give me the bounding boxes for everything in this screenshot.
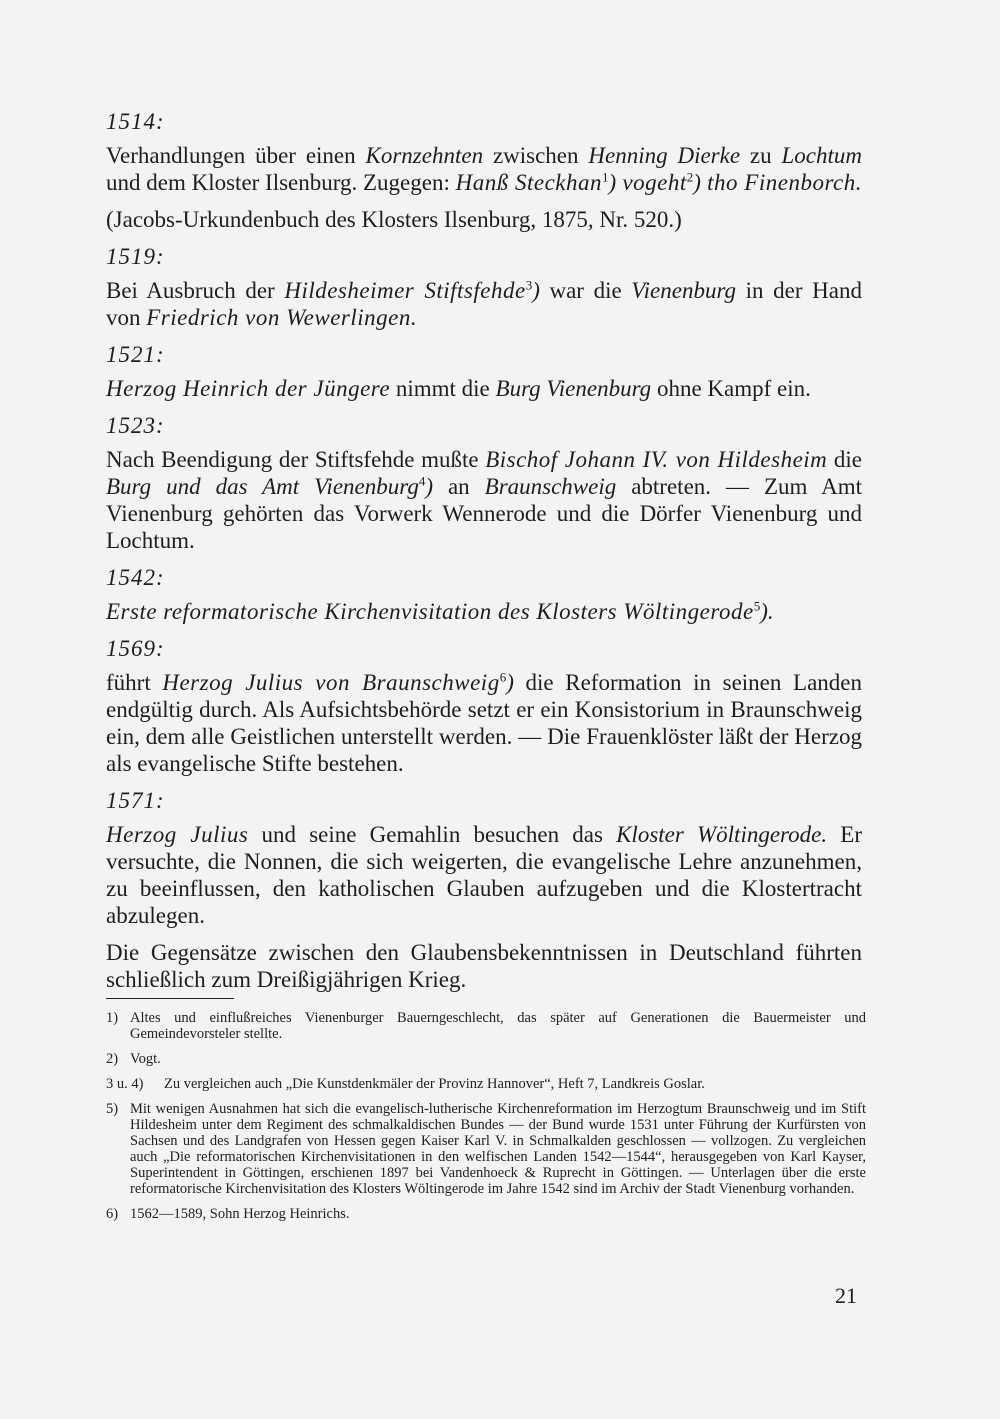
paragraph-1519: Bei Ausbruch der Hildesheimer Stiftsfehde$^3$) war die Vienenburg in der Hand von Friedrich von Wewerlingen.: [106, 277, 862, 330]
paragraph-1523: Nach Beendigung der Stiftsfehde mußte Bischof Johann IV. von Hildesheim die Burg und das Amt Vienenburg$^4$) an Braunschweig abtreten. — Zum Amt Vienenburg gehörten das Vorwerk Wennerode und die Dörfer Vienenburg und Lochtum.: [106, 447, 862, 553]
paragraph-1542: Erste reformatorische Kirchenvisitation des Klosters Wöltingerode$^5$).: [106, 598, 774, 624]
footnotes: [106, 1010, 866, 1231]
footnote-text: Zu vergleichen auch „Die Kunstdenkmäler der Provinz Hannover“, Heft 7, Landkreis Goslar.: [164, 1076, 705, 1092]
year-heading-1569: 1569:: [106, 636, 165, 661]
year-heading-1542: 1542:: [106, 565, 165, 590]
paragraph-1521: Herzog Heinrich der Jüngere nimmt die Burg Vienenburg ohne Kampf ein.: [106, 376, 811, 401]
source-citation-1514: (Jacobs-Urkundenbuch des Klosters Ilsenburg, 1875, Nr. 520.): [106, 207, 682, 232]
footnote-divider: [106, 998, 234, 999]
footnote-3-4: [106, 1076, 866, 1092]
footnote-number: 1): [106, 1010, 119, 1026]
footnote-text: Mit wenigen Ausnahmen hat sich die evangelisch-lutherische Kirchenreformation im Herzogtum Braunschweig und im Stift Hildesheim unter dem Regiment des schmalkaldischen Bundes — der Bund wurde 1531 unter Führung der Kurfürsten von Sachsen und des Landgrafen von Hessen gegen Kaiser Karl V. in Schmalkalden geschlossen — vollzogen. Zu vergleichen auch „Die reformatorischen Kirchenvisitationen in den welfischen Landen 1542—1544“, herausgegeben von Karl Kayser, Superintendent in Göttingen, erschienen 1897 bei Vandenhoeck & Ruprecht in Göttingen. — Unterlagen über die erste reformatorische Kirchenvisitation des Klosters Wöltingerode im Jahre 1542 sind im Archiv der Stadt Vienenburg vorhanden.: [130, 1101, 866, 1197]
footnote-number: 6): [106, 1206, 119, 1222]
footnote-6: [106, 1206, 866, 1222]
footnote-text: Altes und einflußreiches Vienenburger Bauerngeschlecht, das später auf Generationen die Bauermeister und Gemeindevorsteler stellte.: [130, 1010, 866, 1042]
footnote-number: 2): [106, 1051, 119, 1067]
year-heading-1523: 1523:: [106, 413, 165, 438]
page-number: 21: [835, 1283, 857, 1308]
footnote-number: 5): [106, 1101, 119, 1117]
footnote-text: 1562—1589, Sohn Herzog Heinrichs.: [130, 1206, 350, 1222]
footnote-5: [106, 1101, 866, 1197]
year-heading-1571: 1571:: [106, 788, 165, 813]
footnote-number: 3 u. 4): [106, 1076, 144, 1092]
year-heading-1519: 1519:: [106, 244, 165, 269]
footnote-1: [106, 1010, 866, 1042]
year-heading-1514: 1514:: [106, 109, 165, 134]
paragraph-1569: führt Herzog Julius von Braunschweig$^6$) die Reformation in seinen Landen endgültig durch. Als Aufsichtsbehörde setzt er ein Konsistorium in Braunschweig ein, dem alle Geistlichen unterstellt werden. — Die Frauenklöster läßt der Herzog als evangelische Stifte bestehen.: [106, 669, 862, 776]
year-heading-1521: 1521:: [106, 342, 165, 367]
main-text: [106, 108, 862, 1003]
paragraph-1514: Verhandlungen über einen Kornzehnten zwischen Henning Dierke zu Lochtum und dem Kloster Ilsenburg. Zugegen: Hanß Steckhan$^1$) vogeht$^2$) tho Finenborch.: [106, 143, 863, 195]
paragraph-1571: Herzog Julius und seine Gemahlin besuchen das Kloster Wöltingerode. Er versuchte, die Nonnen, die sich weigerten, die evangelische Lehre anzunehmen, zu beeinflussen, den katholischen Glauben aufzugeben und die Klostertracht abzulegen.: [106, 822, 862, 928]
footnote-2: [106, 1051, 866, 1067]
footnote-text: Vogt.: [130, 1051, 161, 1067]
paragraph-1571-conclusion: Die Gegensätze zwischen den Glaubensbekenntnissen in Deutschland führten schließlich zum Dreißigjährigen Krieg.: [106, 940, 862, 992]
